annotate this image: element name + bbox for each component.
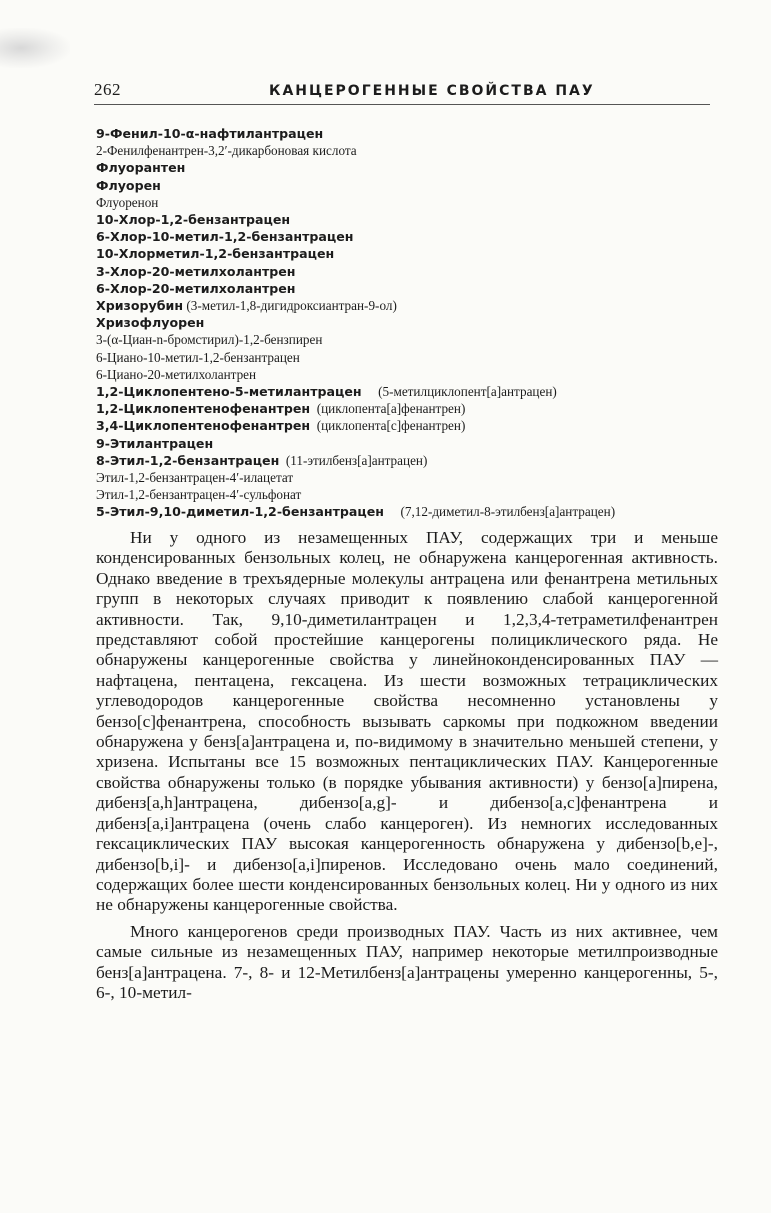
compound-alt-name: (циклопента[c]фенантрен) [310,418,466,434]
compound-entry [96,280,716,297]
page-header [94,80,710,105]
compound-alt-name: (7,12-диметил-8-этилбенз[a]антрацен) [384,504,616,520]
compound-name: Флуоренон [96,194,159,210]
compound-entry [96,383,716,400]
compound-entry [96,211,716,228]
paragraph: Много канцерогенов среди производных ПАУ. Часть из них активнее, чем самые сильные из незамещенных ПАУ, например некоторые метилпроизводные бенз[a]антрацена. 7-, 8- и 12-Метилбенз[a]антрацены умеренно канцерогенны, 5-, 6-, 10-метил- [96,921,718,1002]
compound-name: 6-Циано-10-метил-1,2-бензантрацен [96,349,300,365]
compound-name: 2-Фенилфенантрен-3,2′-дикарбоновая кислота [96,143,357,159]
compound-name: 9-Фенил-10-α-нафтилантрацен [96,126,324,141]
compound-name: 3-(α-Циан-n-бромстирил)-1,2-бензпирен [96,332,323,348]
compound-name: Этил-1,2-бензантрацен-4′-илацетат [96,470,294,486]
compound-name: 8-Этил-1,2-бензантрацен [96,452,280,468]
compound-name: 6-Хлор-10-метил-1,2-бензантрацен [96,229,354,245]
compound-name: 10-Хлорметил-1,2-бензантрацен [96,246,335,262]
compound-name: Этил-1,2-бензантрацен-4′-сульфонат [96,487,302,503]
compound-entry [96,314,716,331]
compound-entry [96,400,716,417]
compound-name: 6-Циано-20-метилхолантрен [96,366,257,382]
compound-entry [96,469,716,486]
compound-name: 3,4-Циклопентенофенантрен [96,418,311,434]
compound-name: Флуорантен [96,160,186,176]
compound-name: 9-Этилантрацен [96,435,214,451]
compound-entry [96,125,716,142]
compound-entry [96,417,716,434]
compound-entry [96,452,716,469]
compound-name: Хризорубин [96,298,184,314]
compound-name: 6-Хлор-20-метилхолантрен [96,280,296,296]
compound-entry [96,142,716,159]
compound-entry [96,245,716,262]
paragraph: Ни у одного из незамещенных ПАУ, содержащих три и меньше конденсированных бензольных колец, не обнаружена канцерогенная активность. Однако введение в трехъядерные молекулы антрацена или фенантрена метильных групп в некоторых случаях приводит к появлению слабой канцерогенной активности. Так, 9,10-диметилантрацен и 1,2,3,4-тетраметилфенантрен представляют собой простейшие канцерогены полициклического ряда. Не обнаружены канцерогенные свойства у линейноконденсированных ПАУ — нафтацена, пентацена, гексацена. Из шести возможных тетрациклических углеводородов канцерогенные свойства несомненно установлены у бензо[c]фенантрена, способность вызывать саркомы при подкожном введении обнаружена у бенз[a]антрацена и, по-видимому в значительно меньшей степени, у хризена. Испытаны все 15 возможных пентациклических ПАУ. Канцерогенные свойства обнаружены только (в порядке убывания активности) у бензо[a]пирена, дибенз[a,h]антрацена, дибензо[a,g]- и дибензо[a,c]фенантрена и дибенз[a,i]антрацена (очень слабо канцероген). Из немногих исследованных гексациклических ПАУ высокая канцерогенность обнаружена у дибензо[b,e]-, дибензо[b,i]- и дибензо[a,i]пиренов. Исследовано очень мало соединений, содержащих более шести конденсированных бензольных колец. Ни у одного из них не обнаружены канцерогенные свойства. [96,528,718,915]
compound-entry [96,435,716,452]
compound-entry [96,486,716,503]
page-number: 262 [94,80,121,99]
compound-entry [96,228,716,245]
compound-name: 5-Этил-9,10-диметил-1,2-бензантрацен [96,504,384,520]
scan-smudge [0,28,70,68]
compound-entry [96,349,716,366]
compound-entry [96,263,716,280]
compound-entry [96,503,716,520]
compound-alt-name: (3-метил-1,8-дигидроксиантран-9-ол) [183,298,397,314]
compound-name: Флуорен [96,177,161,193]
compound-list [96,125,716,521]
compound-entry [96,177,716,194]
compound-name: 1,2-Циклопентенофенантрен [96,401,311,417]
compound-entry [96,366,716,383]
compound-entry [96,159,716,176]
compound-name: 10-Хлор-1,2-бензантрацен [96,212,291,228]
running-title: КАНЦЕРОГЕННЫЕ СВОЙСТВА ПАУ [269,83,595,99]
compound-name: Хризофлуорен [96,315,205,331]
compound-entry [96,194,716,211]
compound-name: 3-Хлор-20-метилхолантрен [96,263,296,279]
compound-alt-name: (циклопента[a]фенантрен) [310,401,466,417]
compound-entry [96,297,716,314]
compound-name: 1,2-Циклопентено-5-метилантрацен [96,384,362,400]
compound-entry [96,331,716,348]
compound-alt-name: (11-этилбенз[a]антрацен) [279,452,428,468]
compound-alt-name: (5-метилциклопент[a]антрацен) [361,384,557,400]
body-text [96,528,718,1009]
